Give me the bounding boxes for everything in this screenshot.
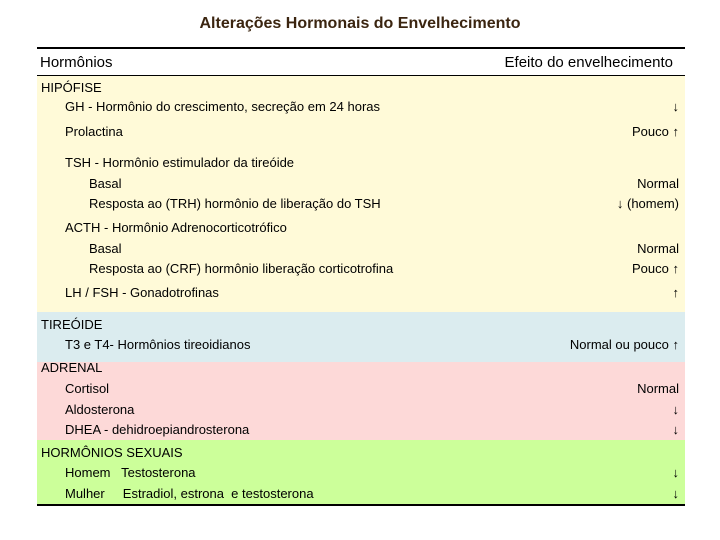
effect-value: Normal: [637, 241, 679, 256]
table-row: ACTH - Hormônio Adrenocorticotrófico: [65, 220, 287, 235]
effect-value: Pouco ↑: [632, 261, 679, 276]
section-heading-sexual-hormones: HORMÔNIOS SEXUAIS: [41, 445, 183, 460]
effect-value: ↓: [672, 486, 679, 501]
effect-value: Normal ou pouco ↑: [569, 337, 679, 352]
header-aging-effect: Efeito do envelhecimento: [504, 54, 673, 71]
table-row: Homem Testosterona ↓: [65, 465, 679, 480]
table-row: Resposta ao (CRF) hormônio liberação corticotrofina Pouco ↑: [89, 261, 679, 276]
table-row: DHEA - dehidroepiandrosterona ↓: [65, 422, 679, 437]
table-row: Aldosterona ↓: [65, 402, 679, 417]
effect-value: ↓ (homem): [616, 196, 679, 211]
effect-value: ↑: [672, 285, 679, 300]
effect-value: Pouco ↑: [632, 124, 679, 139]
effect-value: ↓: [672, 465, 679, 480]
header-hormones: Hormônios: [40, 54, 113, 71]
table-row: Prolactina Pouco ↑: [65, 124, 679, 139]
section-heading-adrenal: ADRENAL: [41, 360, 103, 375]
effect-value: Normal: [637, 381, 679, 396]
table-row: GH - Hormônio do crescimento, secreção em 24 horas ↓: [65, 99, 679, 114]
table-row: Basal Normal: [89, 176, 679, 191]
table-header: [37, 49, 685, 75]
table-row: Cortisol Normal: [65, 381, 679, 396]
table-row: Basal Normal: [89, 241, 679, 256]
table-row: Resposta ao (TRH) hormônio de liberação do TSH ↓ (homem): [89, 196, 679, 211]
effect-value: ↓: [672, 99, 679, 114]
section-heading-pituitary: HIPÓFISE: [41, 80, 102, 95]
page-title: Alterações Hormonais do Envelhecimento: [199, 15, 521, 32]
table-row: LH / FSH - Gonadotrofinas ↑: [65, 285, 679, 300]
effect-value: ↓: [672, 422, 679, 437]
table-row: T3 e T4- Hormônios tireoidianos Normal ou pouco ↑: [65, 337, 679, 352]
effect-value: Normal: [637, 176, 679, 191]
table-row: Mulher Estradiol, estrona e testosterona ↓: [65, 486, 679, 501]
table-row: TSH - Hormônio estimulador da tireóide: [65, 155, 295, 170]
section-heading-thyroid: TIREÓIDE: [41, 317, 103, 332]
bottom-rule: [37, 504, 685, 506]
effect-value: ↓: [672, 402, 679, 417]
